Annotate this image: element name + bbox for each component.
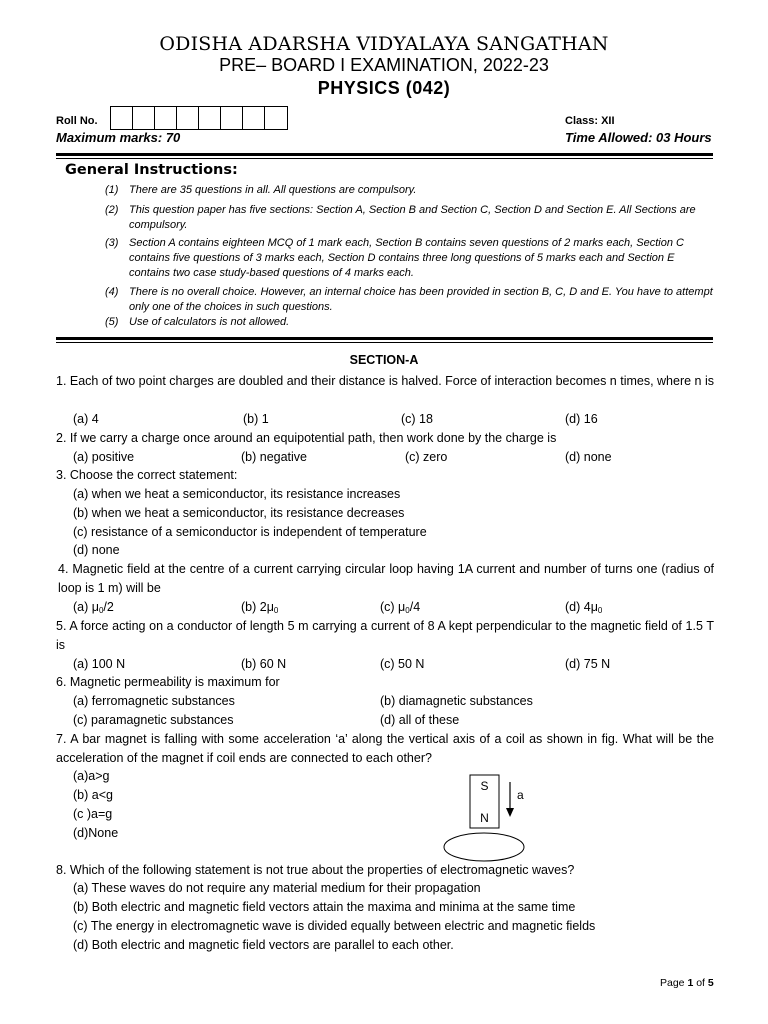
option-a: (a) 4 [73,412,99,426]
class-label: Class: XII [565,115,615,127]
option-d: (d)None [73,826,119,840]
instruction-item [105,203,715,233]
option-a: (a) positive [73,450,135,464]
option-c-prefix: (c) μ [380,600,406,614]
magnet-south-label: S [480,779,489,793]
roll-number-boxes[interactable] [110,106,288,130]
instructions-title: General Instructions: [65,162,238,178]
instruction-item [105,236,715,281]
option-a: (a) These waves do not require any material medium for their propagation [73,881,481,895]
option-c: (c )a=g [73,807,113,821]
roll-box[interactable] [221,107,243,129]
time-allowed: Time Allowed: 03 Hours [565,130,712,145]
question-6: 6. Magnetic permeability is maximum for [56,675,280,689]
page-total: 5 [707,977,714,989]
divider-top-thin [56,158,713,159]
arrow-head-icon [506,808,514,817]
option-d: (d) none [565,450,612,464]
roll-label: Roll No. [56,115,98,127]
instruction-item [105,315,715,331]
roll-box[interactable] [133,107,155,129]
instruction-text: There is no overall choice. However, an internal choice has been provided in section B, C, D and E. You have to attempt only one of the choices in such questions. [129,286,713,313]
option-c: (c) The energy in electromagnetic wave is divided equally between electric and magnetic fields [73,919,596,933]
option-c: (c) paramagnetic substances [73,713,234,727]
option-d: (d) none [73,543,120,557]
option-c: (c) resistance of a semiconductor is independent of temperature [73,525,427,539]
instruction-text: Section A contains eighteen MCQ of 1 mark each, Section B contains seven questions of 2 marks each, Section C contains five questions of 3 marks each, Section D contains three long questions of 5 marks each and Section E contains two case study-based questions of 4 marks each. [129,237,684,279]
page-footer [660,977,714,989]
section-title: SECTION-A [349,353,419,367]
of-word: of [696,977,705,989]
divider-top [56,153,713,156]
divider-mid-thin [56,342,713,343]
coil [444,833,524,861]
roll-box[interactable] [199,107,221,129]
option-c: (c) zero [405,450,448,464]
roll-box[interactable] [265,107,287,129]
instruction-text: There are 35 questions in all. All questions are compulsory. [129,184,417,196]
instruction-number: (2) [105,204,119,216]
instruction-item [105,285,715,315]
option-a: (a) 100 N [73,657,126,671]
page-number: 1 [687,977,694,989]
question-2: 2. If we carry a charge once around an equipotential path, then work done by the charge is [56,431,557,445]
option-a: (a) when we heat a semiconductor, its resistance increases [73,487,401,501]
option-b: (b) when we heat a semiconductor, its resistance decreases [73,506,405,520]
roll-box[interactable] [243,107,265,129]
subscript: 0 [98,606,104,615]
question-7: 7. A bar magnet is falling with some acceleration ‘a’ along the vertical axis of a coil as shown in fig. What will be the acceleration of the magnet if coil ends are connected to each other? [56,732,714,765]
option-b: (b) diamagnetic substances [380,694,533,708]
option-c: (c) 50 N [380,657,425,671]
option-c: (c) 18 [401,412,433,426]
question-1 [56,372,714,391]
instruction-number: (3) [105,237,119,249]
magnet-coil-figure [440,772,550,864]
instruction-number: (1) [105,184,119,196]
school-name: ODISHA ADARSHA VIDYALAYA SANGATHAN [159,33,609,55]
instruction-text: This question paper has five sections: Section A, Section B and Section C, Section D and Section E. All Sections are compulsory. [129,204,696,231]
option-b: (b) 1 [243,412,269,426]
option-d: (d) all of these [380,713,460,727]
acceleration-label: a [517,788,524,802]
subscript: 0 [597,606,603,615]
option-a-suffix: /2 [103,600,114,614]
option-a: (a)a>g [73,769,110,783]
option-d: (d) Both electric and magnetic field vectors are parallel to each other. [73,938,454,952]
page-word: Page [660,977,685,989]
option-d-prefix: (d) 4μ [565,600,598,614]
option-b: (b) Both electric and magnetic field vectors attain the maxima and minima at the same time [73,900,576,914]
option-b: (b) negative [241,450,308,464]
instruction-text: Use of calculators is not allowed. [129,316,290,328]
option-b: (b) 60 N [241,657,287,671]
subscript: 0 [405,606,410,615]
roll-box[interactable] [155,107,177,129]
question-4: 4. Magnetic field at the centre of a current carrying circular loop having 1A current and number of turns one (radius of loop is 1 m) will be [58,562,714,595]
magnet-north-label: N [480,811,489,825]
instruction-item [105,183,715,199]
question-text: 1. Each of two point charges are doubled and their distance is halved. Force of interaction becomes n times, where n is [56,374,715,388]
question-5: 5. A force acting on a conductor of length 5 m carrying a current of 8 A kept perpendicular to the magnetic field of 1.5 T is [56,619,714,652]
option-d: (d) 75 N [565,657,611,671]
max-marks: Maximum marks: 70 [56,130,181,145]
subject-title: PHYSICS (042) [317,78,451,98]
subscript: 0 [273,606,279,615]
option-b: (b) a<g [73,788,113,802]
exam-title: PRE– BOARD I EXAMINATION, 2022-23 [219,55,549,75]
divider-mid [56,337,713,340]
option-a: (a) ferromagnetic substances [73,694,235,708]
question-8: 8. Which of the following statement is not true about the properties of electromagnetic waves? [56,863,575,877]
option-d: (d) 16 [565,412,598,426]
instruction-number: (4) [105,286,119,298]
option-b-prefix: (b) 2μ [241,600,274,614]
roll-box[interactable] [177,107,199,129]
question-3: 3. Choose the correct statement: [56,468,238,482]
roll-box[interactable] [111,107,133,129]
instruction-number: (5) [105,316,119,328]
option-c-suffix: /4 [409,600,421,614]
option-a-prefix: (a) μ [73,600,99,614]
